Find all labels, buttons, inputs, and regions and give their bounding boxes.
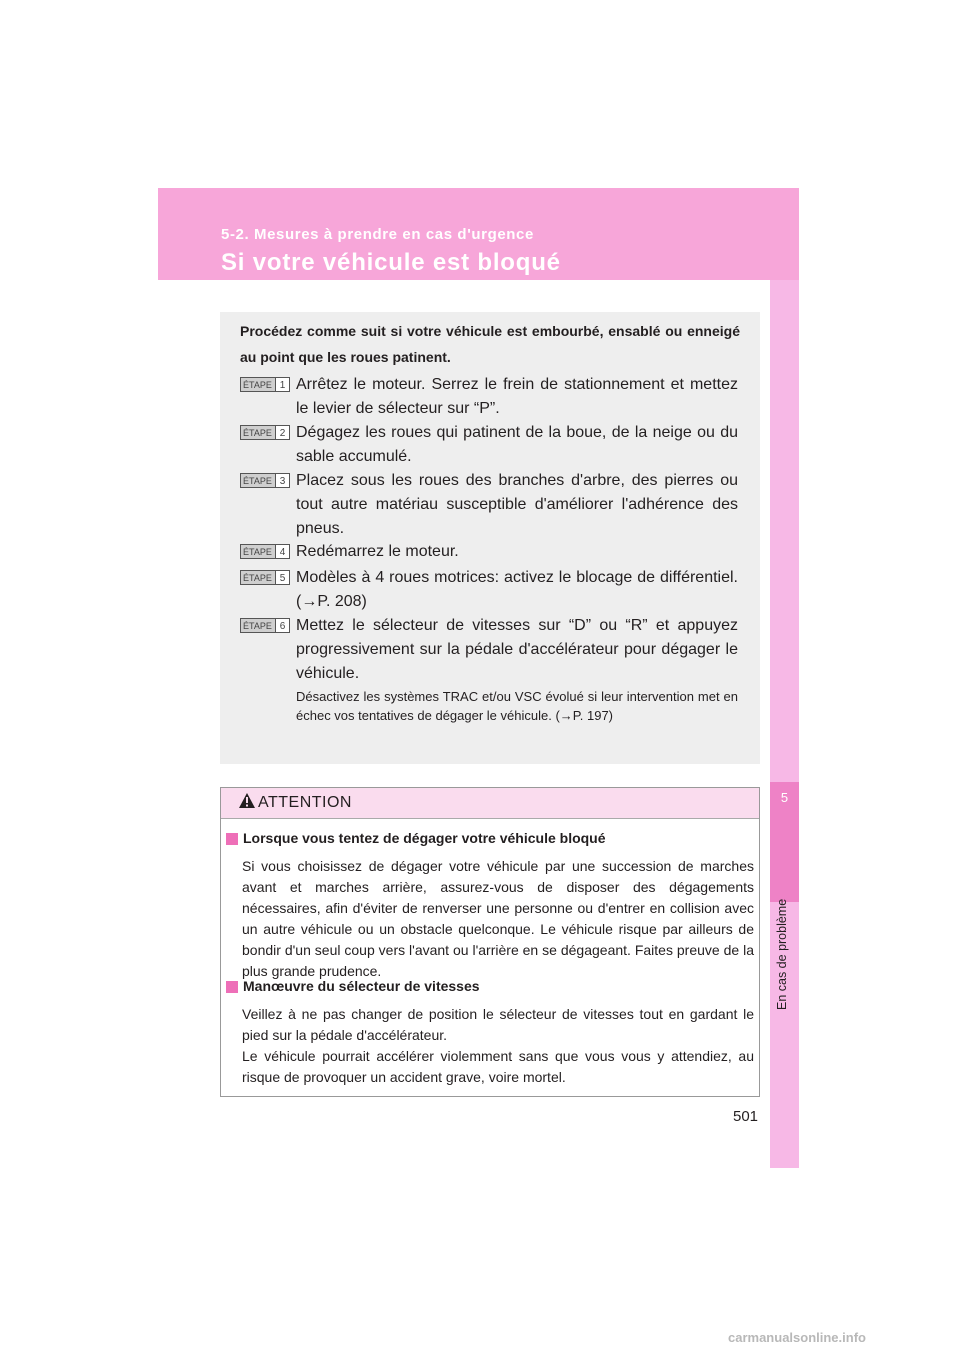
step-badge-6: ÉTAPE 6 (240, 618, 290, 633)
step-badge-5: ÉTAPE 5 (240, 570, 290, 585)
procedure-intro: Procédez comme suit si votre véhicule est embourbé, ensablé ou enneigé au point que les roues patinent. (240, 323, 740, 365)
step-text-6: Mettez le sélecteur de vitesses sur “D” ou “R” et appuyez progressivement sur la pédale d'accélérateur pour dégager le véhicule. (296, 617, 738, 682)
step-badge-4: ÉTAPE 4 (240, 544, 290, 559)
step-badge-2: ÉTAPE 2 (240, 425, 290, 440)
page-number: 501 (733, 1108, 759, 1125)
step-text-5: Modèles à 4 roues motrices: activez le blocage de différentiel. (→P. 208) (296, 569, 738, 610)
warning-triangle-icon (238, 792, 256, 809)
chapter-number: 5 (780, 790, 789, 805)
step-text-4: Redémarrez le moteur. (296, 543, 459, 560)
warning-header-rule (221, 818, 759, 819)
step-text-1: Arrêtez le moteur. Serrez le frein de stationnement et mettez le levier de sélecteur sur “P”. (296, 376, 738, 417)
warning-text-2: Veillez à ne pas changer de position le sélecteur de vitesses tout en gardant le pied sur la pédale d'accélérateur. (242, 1006, 754, 1043)
step-badge-3: ÉTAPE 3 (240, 473, 290, 488)
step-text-3: Placez sous les roues des branches d'arbre, des pierres ou tout autre matériau susceptible d'améliorer l'adhérence des pneus. (296, 472, 738, 537)
step-note: Désactivez les systèmes TRAC et/ou VSC évolué si leur intervention met en échec vos tentatives de dégager le véhicule. (→P. 197) (296, 689, 738, 723)
page-title: Si votre véhicule est bloqué (221, 249, 561, 276)
chapter-label: En cas de problème (775, 898, 789, 1010)
bullet-square-icon (226, 981, 238, 993)
warning-heading-2: Manœuvre du sélecteur de vitesses (243, 978, 480, 994)
warning-title: ATTENTION (258, 794, 352, 811)
warning-heading-1: Lorsque vous tentez de dégager votre véhicule bloqué (243, 830, 606, 846)
step-text-2: Dégagez les roues qui patinent de la boue, de la neige ou du sable accumulé. (296, 424, 738, 465)
watermark: carmanualsonline.info (728, 1330, 866, 1345)
section-label: 5-2. Mesures à prendre en cas d'urgence (221, 226, 534, 243)
step-badge-1: ÉTAPE 1 (240, 377, 290, 392)
warning-text-1: Si vous choisissez de dégager votre véhicule par une succession de marches avant et marches arrière, assurez-vous de disposer des dégagements nécessaires, afin d'éviter de renverser une personne ou d'entrer en collision avec un autre véhicule ou un obstacle quelconque. Le véhicule risque par ailleurs de bondir d'un seul coup vers l'avant ou l'arrière en se dégageant. Faites preuve de la plus grande prudence. (242, 858, 754, 979)
bullet-square-icon (226, 833, 238, 845)
warning-header (221, 788, 759, 818)
chapter-side-tab[interactable] (770, 280, 799, 1168)
warning-text-3: Le véhicule pourrait accélérer violemment sans que vous vous y attendiez, au risque de provoquer un accident grave, voire mortel. (242, 1048, 754, 1085)
warning-box (220, 787, 760, 1097)
